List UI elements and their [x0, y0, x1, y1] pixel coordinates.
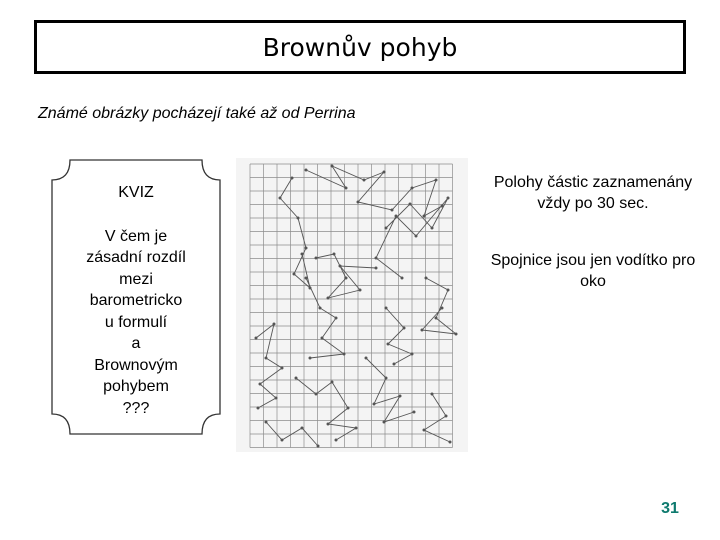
quiz-content [64, 182, 208, 419]
quiz-heading: KVIZ [118, 184, 154, 201]
note-lines: Spojnice jsou jen vodítko pro oko [490, 252, 696, 290]
brownian-motion-grid-figure [236, 158, 468, 452]
note-positions: Polohy částic zaznamenány vždy po 30 sec. [493, 174, 693, 212]
slide-title: Brownův pohyb [262, 32, 458, 62]
figure-background [236, 158, 468, 452]
slide-subtitle: Známé obrázky pocházejí také až od Perrina [38, 105, 356, 122]
quiz-question: V čem je zásadní rozdíl mezi barometricko u formulí a Brownovým pohybem ??? [86, 227, 186, 417]
title-box [34, 20, 686, 74]
quiz-callout [50, 158, 222, 436]
page-number: 31 [661, 500, 679, 517]
